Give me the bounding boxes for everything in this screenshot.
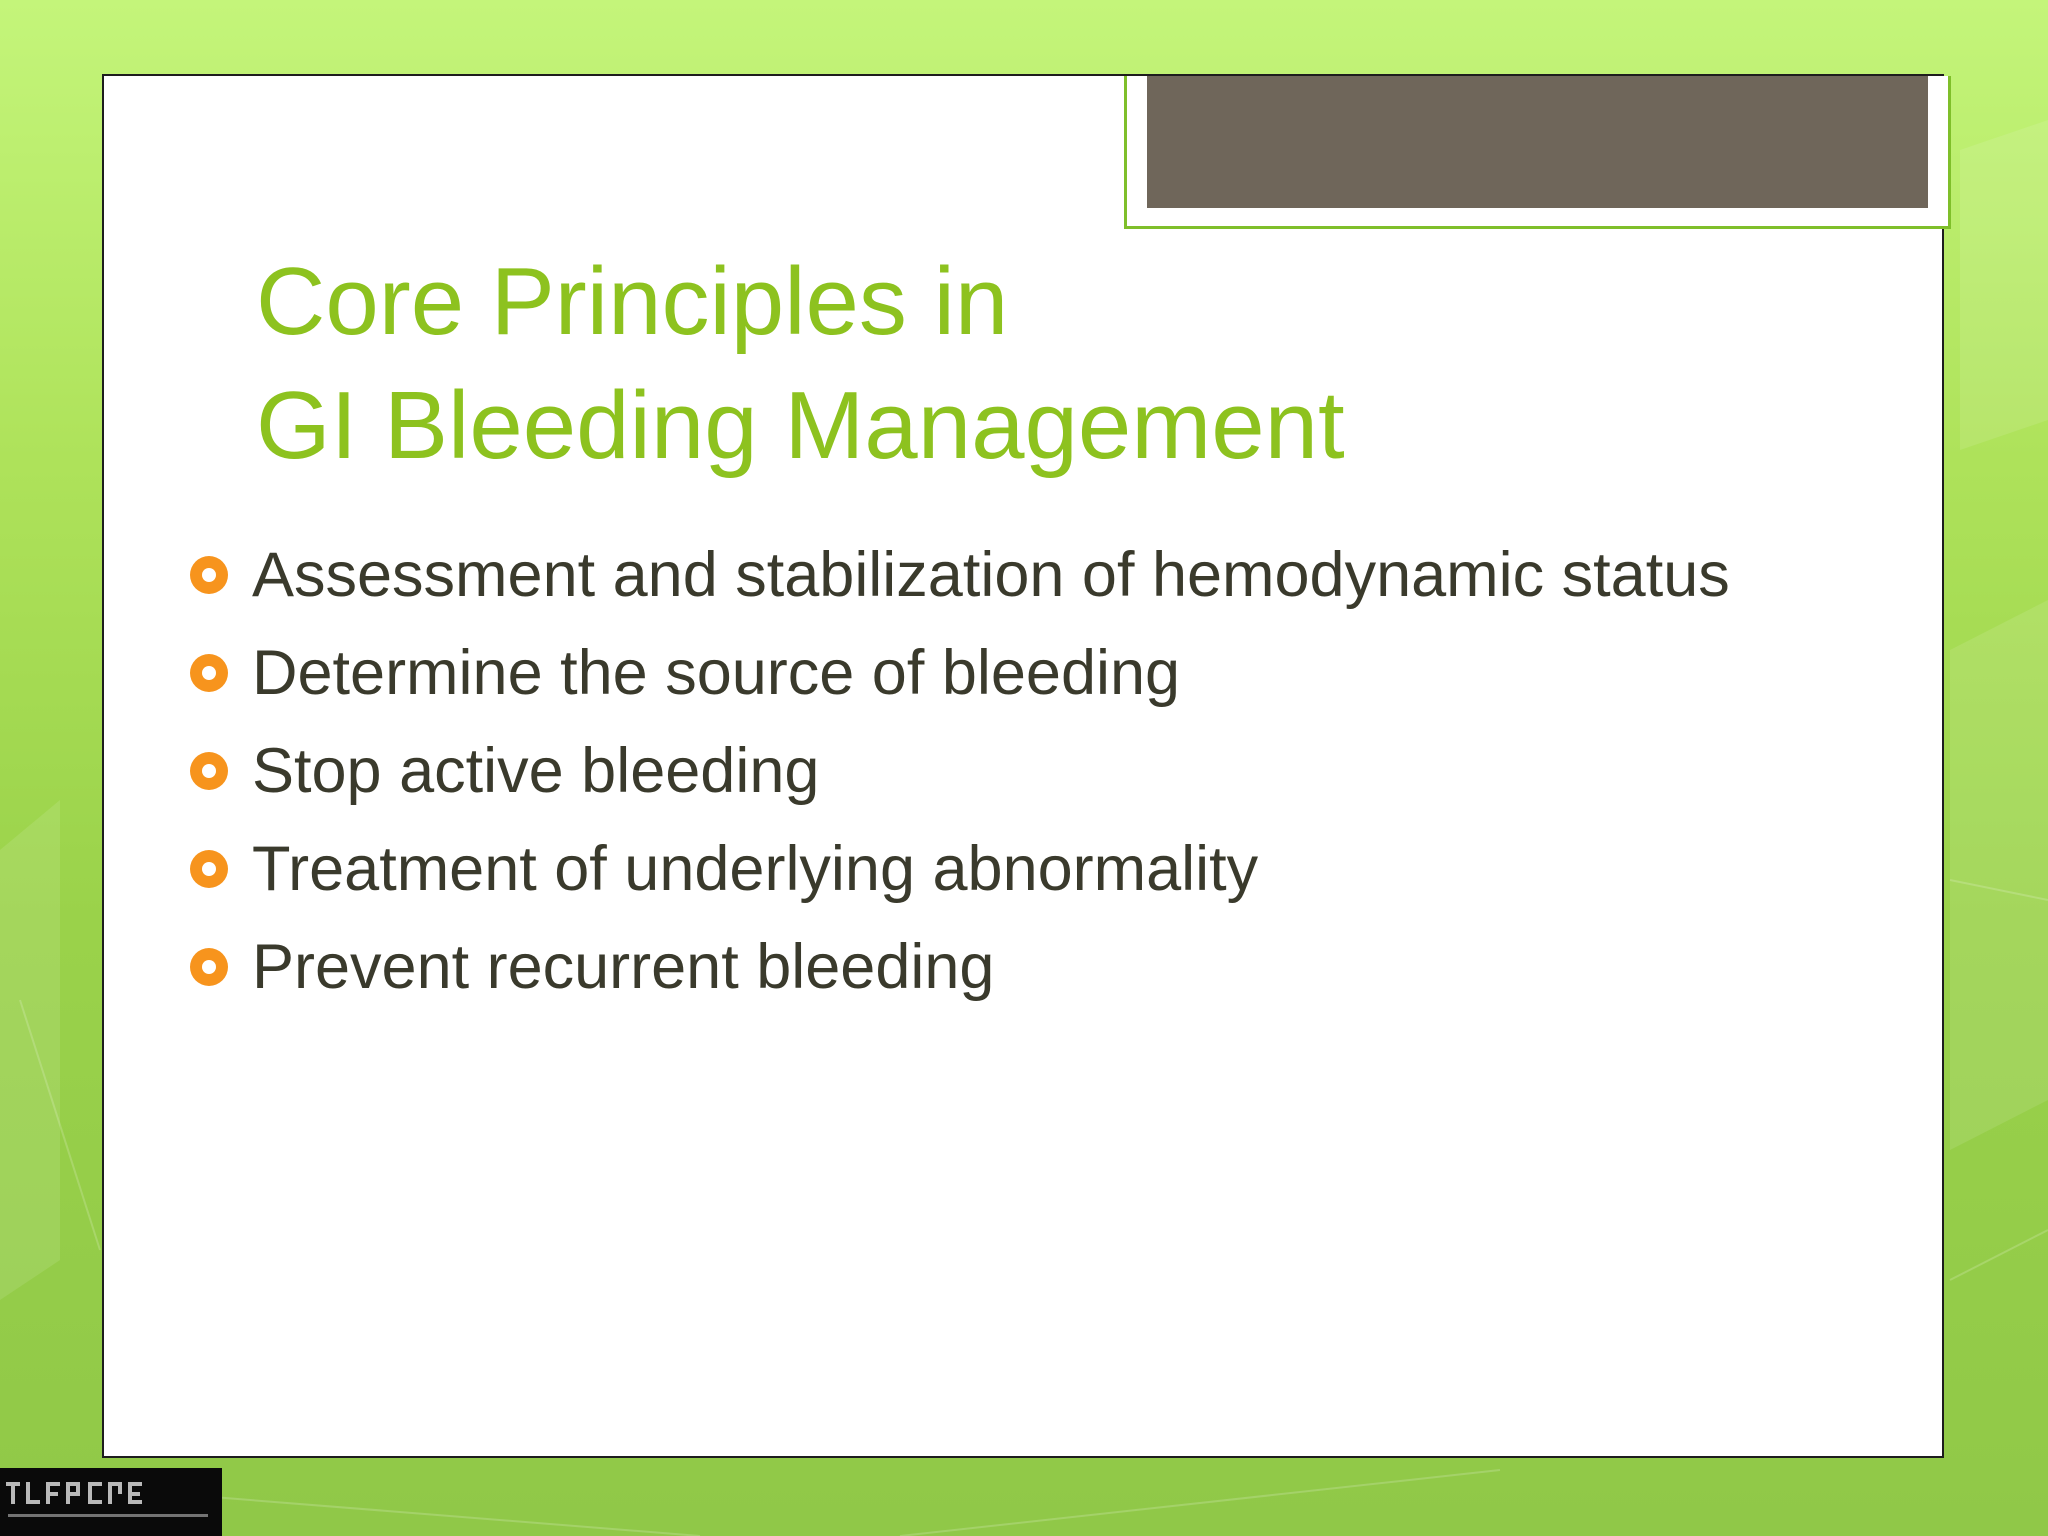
header-tab (1124, 76, 1951, 229)
ring-bullet-icon (190, 752, 228, 790)
bullet-item (190, 820, 1730, 918)
title-line-1: Core Principles in (256, 248, 1009, 355)
title-line-2: GI Bleeding Management (256, 372, 1345, 479)
bullet-text: Assessment and stabilization of hemodynamic status (252, 539, 1730, 610)
bullet-text: Prevent recurrent bleeding (252, 931, 995, 1002)
bullet-text: Determine the source of bleeding (252, 637, 1181, 708)
bullet-item (190, 526, 1730, 624)
bullet-text: Stop active bleeding (252, 735, 820, 806)
ring-bullet-icon (190, 948, 228, 986)
ring-bullet-icon (190, 850, 228, 888)
corner-logo (0, 1468, 222, 1536)
bullet-item (190, 624, 1730, 722)
bullet-list (190, 526, 1730, 1016)
bullet-item (190, 722, 1730, 820)
header-tab-fill (1147, 76, 1928, 208)
slide-title (256, 240, 1345, 488)
bullet-item (190, 918, 1730, 1016)
bullet-text: Treatment of underlying abnormality (252, 833, 1259, 904)
ring-bullet-icon (190, 654, 228, 692)
ring-bullet-icon (190, 556, 228, 594)
